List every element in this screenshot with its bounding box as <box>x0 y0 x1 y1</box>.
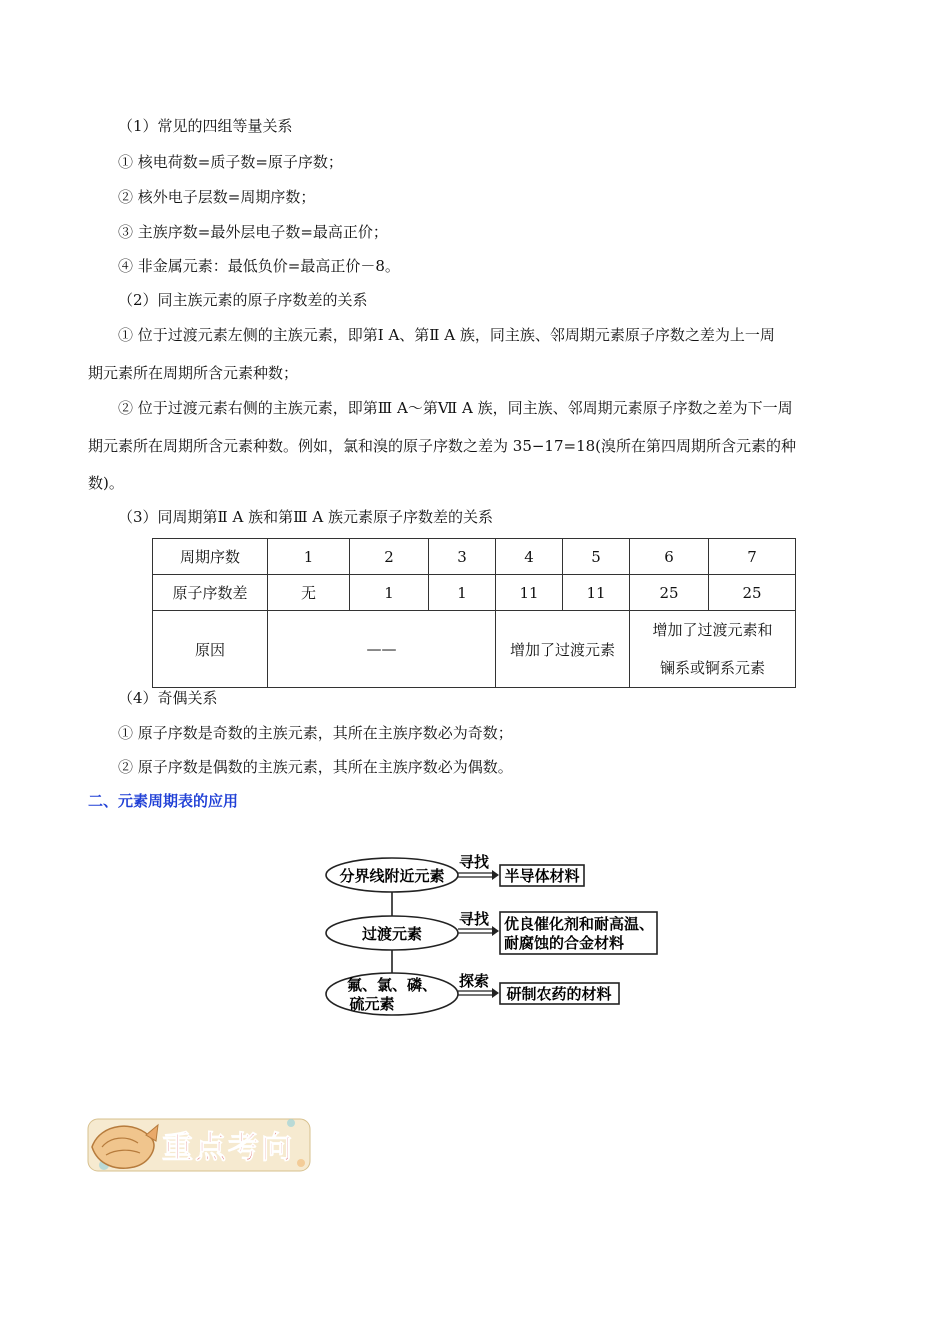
table-cell-period: 1 <box>268 539 350 575</box>
table-header-reasons: 原因 <box>153 611 268 688</box>
table-cell-difference: 25 <box>709 575 796 611</box>
table-cell-difference: 1 <box>429 575 496 611</box>
table-cell-period: 3 <box>429 539 496 575</box>
table-cell-difference: 11 <box>563 575 630 611</box>
item1-line-4: ④ 非金属元素：最低负价=最高正价－8。 <box>118 257 400 275</box>
section-heading-applications: 二、元素周期表的应用 <box>88 792 239 810</box>
item1-line-1: ① 核电荷数=质子数=原子序数； <box>118 153 343 171</box>
action-label-search-1: 寻找 <box>459 853 490 871</box>
table-cell-period: 6 <box>630 539 709 575</box>
table-cell-difference: 25 <box>630 575 709 611</box>
result-catalysts-label-line2: 耐腐蚀的合金材料 <box>504 934 625 952</box>
result-catalysts-label-line1: 优良催化剂和耐高温、 <box>504 915 655 933</box>
action-label-explore: 探索 <box>459 972 490 990</box>
result-semiconductors-label: 半导体材料 <box>504 867 580 885</box>
reason-lanthanide-line1: 增加了过渡元素和 <box>652 621 773 639</box>
item3-title: （3）同周期第Ⅱ A 族和第Ⅲ A 族元素原子序数差的关系 <box>118 508 493 526</box>
table-cell-reason-none: —— <box>268 611 496 688</box>
table-cell-period: 5 <box>563 539 630 575</box>
table-cell-period: 4 <box>496 539 563 575</box>
item2-paragraph1-line1: ① 位于过渡元素左侧的主族元素，即第Ⅰ A、第Ⅱ A 族，同主族、邻周期元素原子序数之差为上一周 <box>118 326 775 344</box>
table-row-reasons <box>153 611 796 688</box>
item2-paragraph2-line2: 期元素所在周期所含元素种数。例如，氯和溴的原子序数之差为 35−17=18(溴所在第四周期所含元素的种 <box>88 437 797 455</box>
banner-dot <box>297 1159 305 1167</box>
periodic-table-application-flowchart <box>322 848 662 1023</box>
table-cell-difference: 无 <box>268 575 350 611</box>
item1-title: （1）常见的四组等量关系 <box>118 117 293 135</box>
table-cell-reason-transition: 增加了过渡元素 <box>496 611 630 688</box>
atomic-number-difference-table <box>152 538 796 688</box>
table-cell-reason-lanthanide <box>630 611 796 688</box>
table-header-periods: 周期序数 <box>153 539 268 575</box>
item4-title: （4）奇偶关系 <box>118 689 218 707</box>
item1-line-3: ③ 主族序数=最外层电子数=最高正价； <box>118 223 388 241</box>
reason-lanthanide-line2: 镧系或锕系元素 <box>659 659 765 677</box>
table-cell-difference: 11 <box>496 575 563 611</box>
banner-title: 重点考向 <box>162 1130 294 1166</box>
double-arrow <box>458 870 499 880</box>
item2-title: （2）同主族元素的原子序数差的关系 <box>118 291 368 309</box>
table-cell-period: 2 <box>350 539 429 575</box>
item2-paragraph2-line3: 数)。 <box>88 474 124 492</box>
table-cell-period: 7 <box>709 539 796 575</box>
node-transition-elements-label: 过渡元素 <box>361 925 423 943</box>
node-nonmetal-elements-label-line1: 氟、氯、磷、 <box>346 976 438 994</box>
table-row-differences <box>153 575 796 611</box>
table-row-periods <box>153 539 796 575</box>
banner-dot <box>287 1119 295 1127</box>
item4-line-1: ① 原子序数是奇数的主族元素，其所在主族序数必为奇数； <box>118 724 513 742</box>
item1-line-2: ② 核外电子层数=周期序数； <box>118 188 316 206</box>
table-header-differences: 原子序数差 <box>153 575 268 611</box>
item2-paragraph1-line2: 期元素所在周期所含元素种数； <box>88 364 299 382</box>
action-label-search-2: 寻找 <box>459 910 490 928</box>
item4-line-2: ② 原子序数是偶数的主族元素，其所在主族序数必为偶数。 <box>118 758 513 776</box>
result-pesticides-label: 研制农药的材料 <box>506 985 612 1003</box>
item2-paragraph2-line1: ② 位于过渡元素右侧的主族元素，即第Ⅲ A～第Ⅶ A 族，同主族、邻周期元素原子序数之差为下一周 <box>118 399 793 417</box>
node-nonmetal-elements-label-line2: 硫元素 <box>349 995 395 1013</box>
node-boundary-elements-label: 分界线附近元素 <box>339 867 445 885</box>
table-cell-difference: 1 <box>350 575 429 611</box>
key-points-banner <box>86 1113 316 1175</box>
